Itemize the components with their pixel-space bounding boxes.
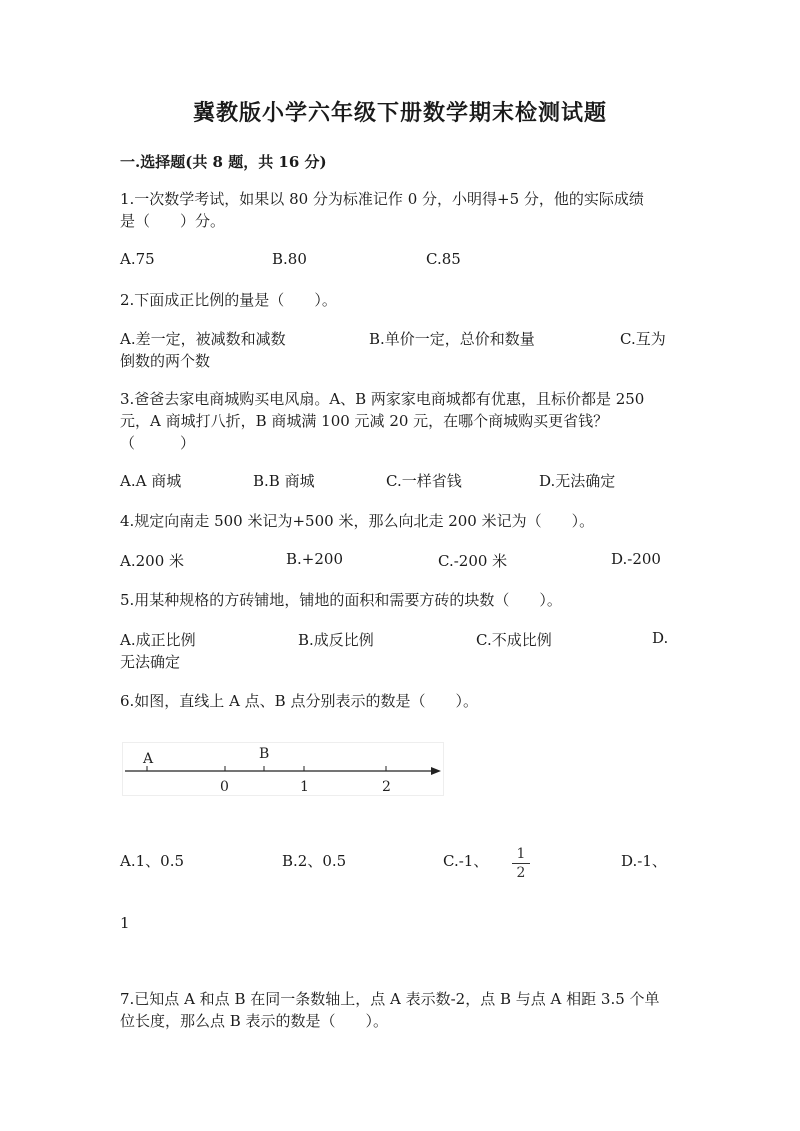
question-4-option-c: C.-200 米 xyxy=(438,552,508,570)
question-6-option-d-cont: 1 xyxy=(120,914,130,932)
question-2-option-c-cont: 倒数的两个数 xyxy=(120,352,211,370)
question-5-option-d-cont: 无法确定 xyxy=(120,653,181,671)
question-5-option-a: A.成正比例 xyxy=(120,631,196,649)
number-line-svg xyxy=(123,743,443,795)
page-title: 冀教版小学六年级下册数学期末检测试题 xyxy=(192,100,607,126)
question-1-line-1: 1.一次数学考试，如果以 80 分为标准记作 0 分，小明得+5 分，他的实际成绩 xyxy=(120,190,644,208)
question-1-option-c: C.85 xyxy=(426,250,461,268)
arrow-head-icon xyxy=(431,767,441,775)
question-4-line-1: 4.规定向南走 500 米记为+500 米，那么向北走 200 米记为（ ）。 xyxy=(120,512,595,530)
question-7-line-2: 位长度，那么点 B 表示的数是（ ）。 xyxy=(120,1012,389,1030)
question-3-option-c: C.一样省钱 xyxy=(386,472,462,490)
fraction-numerator: 1 xyxy=(516,846,526,862)
question-2-option-a: A.差一定，被减数和减数 xyxy=(120,330,286,348)
point-b-label: B xyxy=(259,746,270,762)
question-5-option-c: C.不成比例 xyxy=(476,631,552,649)
question-5-option-b: B.成反比例 xyxy=(298,631,374,649)
question-3-option-a: A.A 商城 xyxy=(120,472,182,490)
section-heading: 一.选择题(共 8 题，共 16 分) xyxy=(120,153,327,171)
question-2-option-b: B.单价一定，总价和数量 xyxy=(369,330,535,348)
fraction-one-half xyxy=(512,846,530,881)
question-3-option-d: D.无法确定 xyxy=(539,472,616,490)
question-4-option-a: A.200 米 xyxy=(120,552,184,570)
point-a-label: A xyxy=(143,751,154,767)
tick-label-0: 0 xyxy=(220,779,229,795)
question-6-option-a: A.1、0.5 xyxy=(120,852,184,870)
question-6-line-1: 6.如图，直线上 A 点、B 点分别表示的数是（ ）。 xyxy=(120,692,478,710)
number-line-figure xyxy=(122,742,444,796)
tick-label-2: 2 xyxy=(382,779,391,795)
question-2-line-1: 2.下面成正比例的量是（ ）。 xyxy=(120,291,337,309)
question-6-option-b: B.2、0.5 xyxy=(282,852,347,870)
question-1-option-a: A.75 xyxy=(120,250,155,268)
fraction-denominator: 2 xyxy=(516,865,526,881)
question-6-option-d: D.-1、 xyxy=(621,852,667,870)
question-1-option-b: B.80 xyxy=(272,250,307,268)
question-5-option-d: D. xyxy=(652,629,669,647)
fraction-bar xyxy=(512,863,530,864)
question-3-option-b: B.B 商城 xyxy=(253,472,315,490)
question-6-option-c: C.-1、 xyxy=(443,852,489,870)
question-5-line-1: 5.用某种规格的方砖铺地，铺地的面积和需要方砖的块数（ ）。 xyxy=(120,591,562,609)
tick-label-1: 1 xyxy=(300,779,309,795)
question-2-option-c: C.互为 xyxy=(620,330,666,348)
question-4-option-d: D.-200 xyxy=(611,550,661,568)
question-3-line-3: （ ） xyxy=(120,434,196,452)
question-1-line-2: 是（ ）分。 xyxy=(120,212,226,230)
question-4-option-b: B.+200 xyxy=(286,550,343,568)
question-3-line-1: 3.爸爸去家电商城购买电风扇。A、B 两家家电商城都有优惠，且标价都是 250 xyxy=(120,390,645,408)
question-3-line-2: 元，A 商城打八折，B 商城满 100 元减 20 元，在哪个商城购买更省钱？ xyxy=(120,412,609,430)
question-7-line-1: 7.已知点 A 和点 B 在同一条数轴上，点 A 表示数-2，点 B 与点 A 相距 3.5 个单 xyxy=(120,990,660,1008)
